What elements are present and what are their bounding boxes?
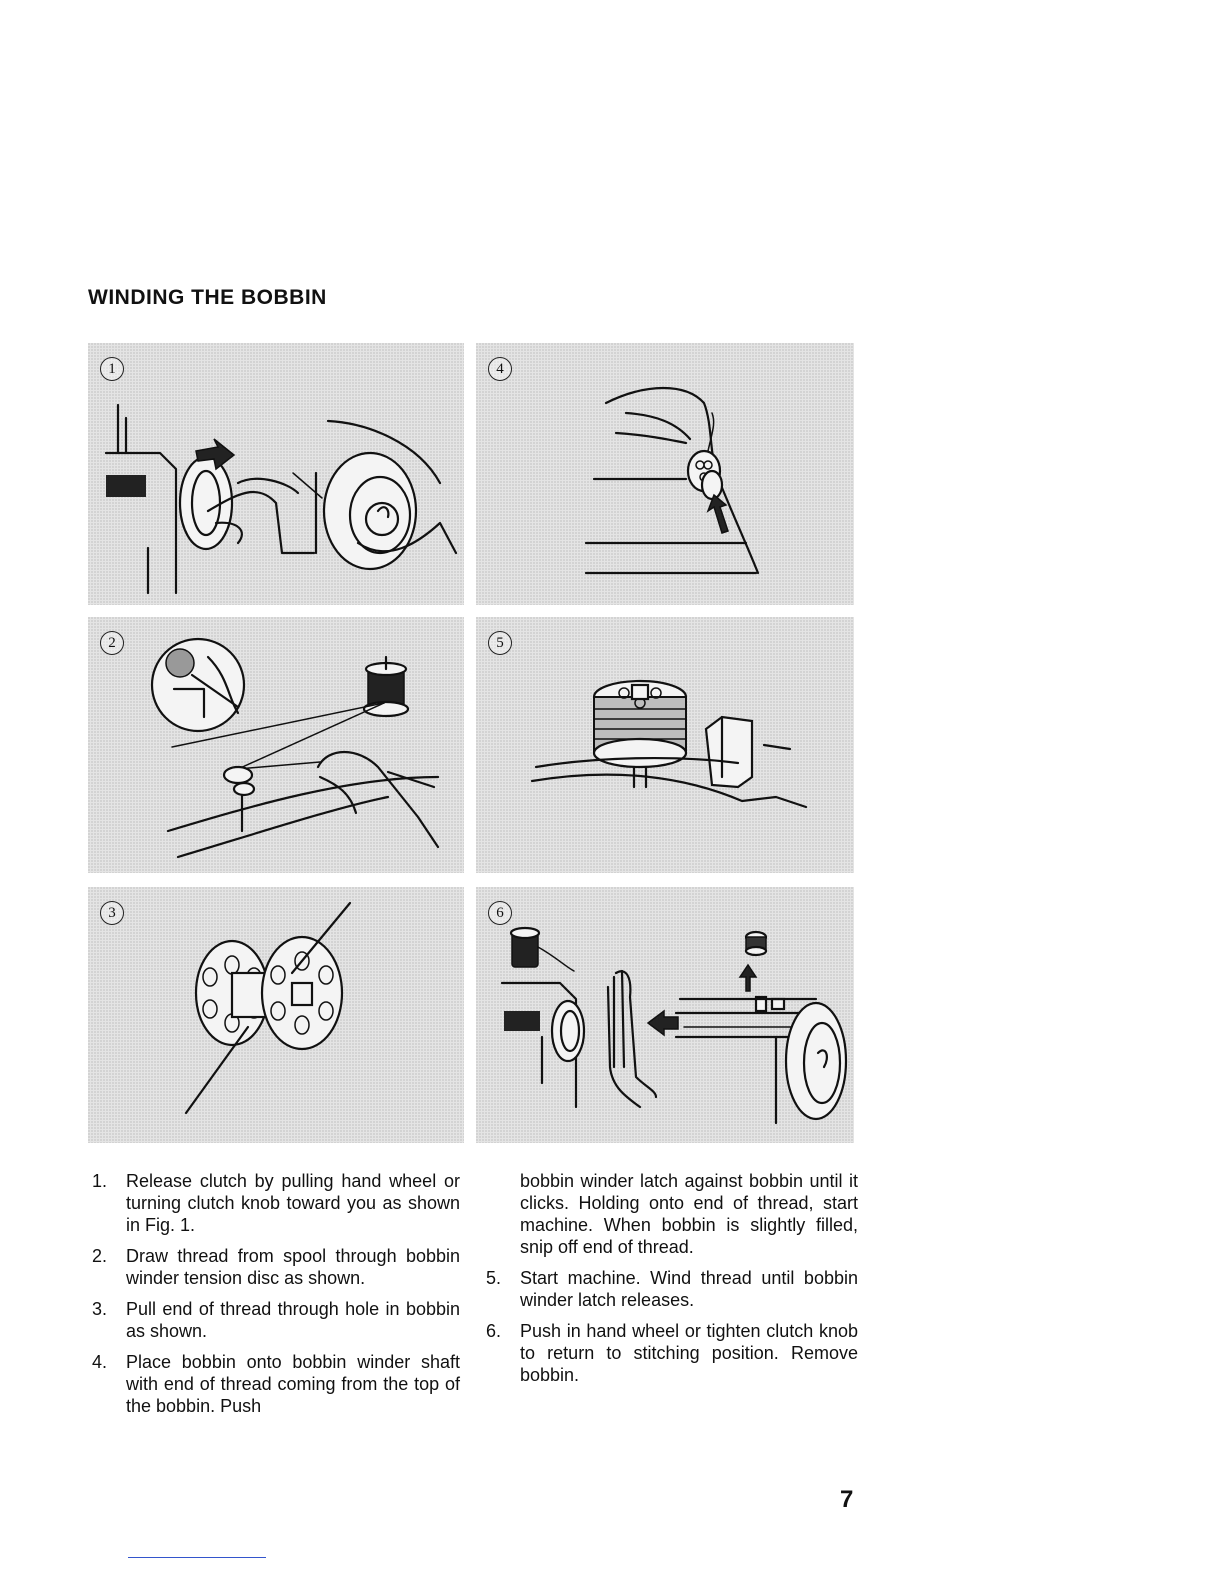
footer-rule <box>128 1557 266 1558</box>
step-4 <box>92 1351 460 1417</box>
figure-5-illustration <box>476 617 854 873</box>
figure-6-illustration <box>476 887 854 1143</box>
step-5 <box>486 1267 858 1311</box>
step-text: Push in hand wheel or tighten clutch knob to return to stitching position. Remove bobbin. <box>520 1321 858 1385</box>
figure-1-panel <box>88 343 464 605</box>
instructions-right-column <box>486 1170 858 1395</box>
figure-6-number: 6 <box>488 901 512 925</box>
step-number: 2. <box>92 1246 108 1266</box>
step-number: 5. <box>486 1268 502 1288</box>
step-text: Place bobbin onto bobbin winder shaft with end of thread coming from the top of the bobbin. Push <box>126 1352 460 1416</box>
page-number: 7 <box>840 1486 854 1513</box>
figure-1-number: 1 <box>100 357 124 381</box>
instructions-left-column <box>92 1170 460 1426</box>
figure-3-panel <box>88 887 464 1143</box>
figure-2-illustration <box>88 617 464 873</box>
figure-2-panel <box>88 617 464 873</box>
figure-3-number: 3 <box>100 901 124 925</box>
step-6 <box>486 1320 858 1386</box>
figure-3-illustration <box>88 887 464 1143</box>
step-1 <box>92 1170 460 1236</box>
figure-4-panel <box>476 343 854 605</box>
figure-1-illustration <box>88 343 464 605</box>
step-4-continued: bobbin winder latch against bobbin until it clicks. Holding onto end of thread, start machine. When bobbin is slightly filled, snip off end of thread. <box>520 1171 858 1257</box>
step-text: Start machine. Wind thread until bobbin winder latch releases. <box>520 1268 858 1310</box>
figure-6-panel <box>476 887 854 1143</box>
step-number: 3. <box>92 1299 108 1319</box>
page-title: WINDING THE BOBBIN <box>88 286 327 309</box>
figure-5-number: 5 <box>488 631 512 655</box>
step-number: 1. <box>92 1171 108 1191</box>
step-number: 6. <box>486 1321 502 1341</box>
step-number: 4. <box>92 1352 108 1372</box>
figure-2-number: 2 <box>100 631 124 655</box>
step-3 <box>92 1298 460 1342</box>
step-text: Pull end of thread through hole in bobbin as shown. <box>126 1299 460 1341</box>
figure-4-illustration <box>476 343 854 605</box>
figure-5-panel <box>476 617 854 873</box>
step-text: Draw thread from spool through bobbin winder tension disc as shown. <box>126 1246 460 1288</box>
figure-4-number: 4 <box>488 357 512 381</box>
step-text: Release clutch by pulling hand wheel or turning clutch knob toward you as shown in Fig. 1. <box>126 1171 460 1235</box>
step-2 <box>92 1245 460 1289</box>
